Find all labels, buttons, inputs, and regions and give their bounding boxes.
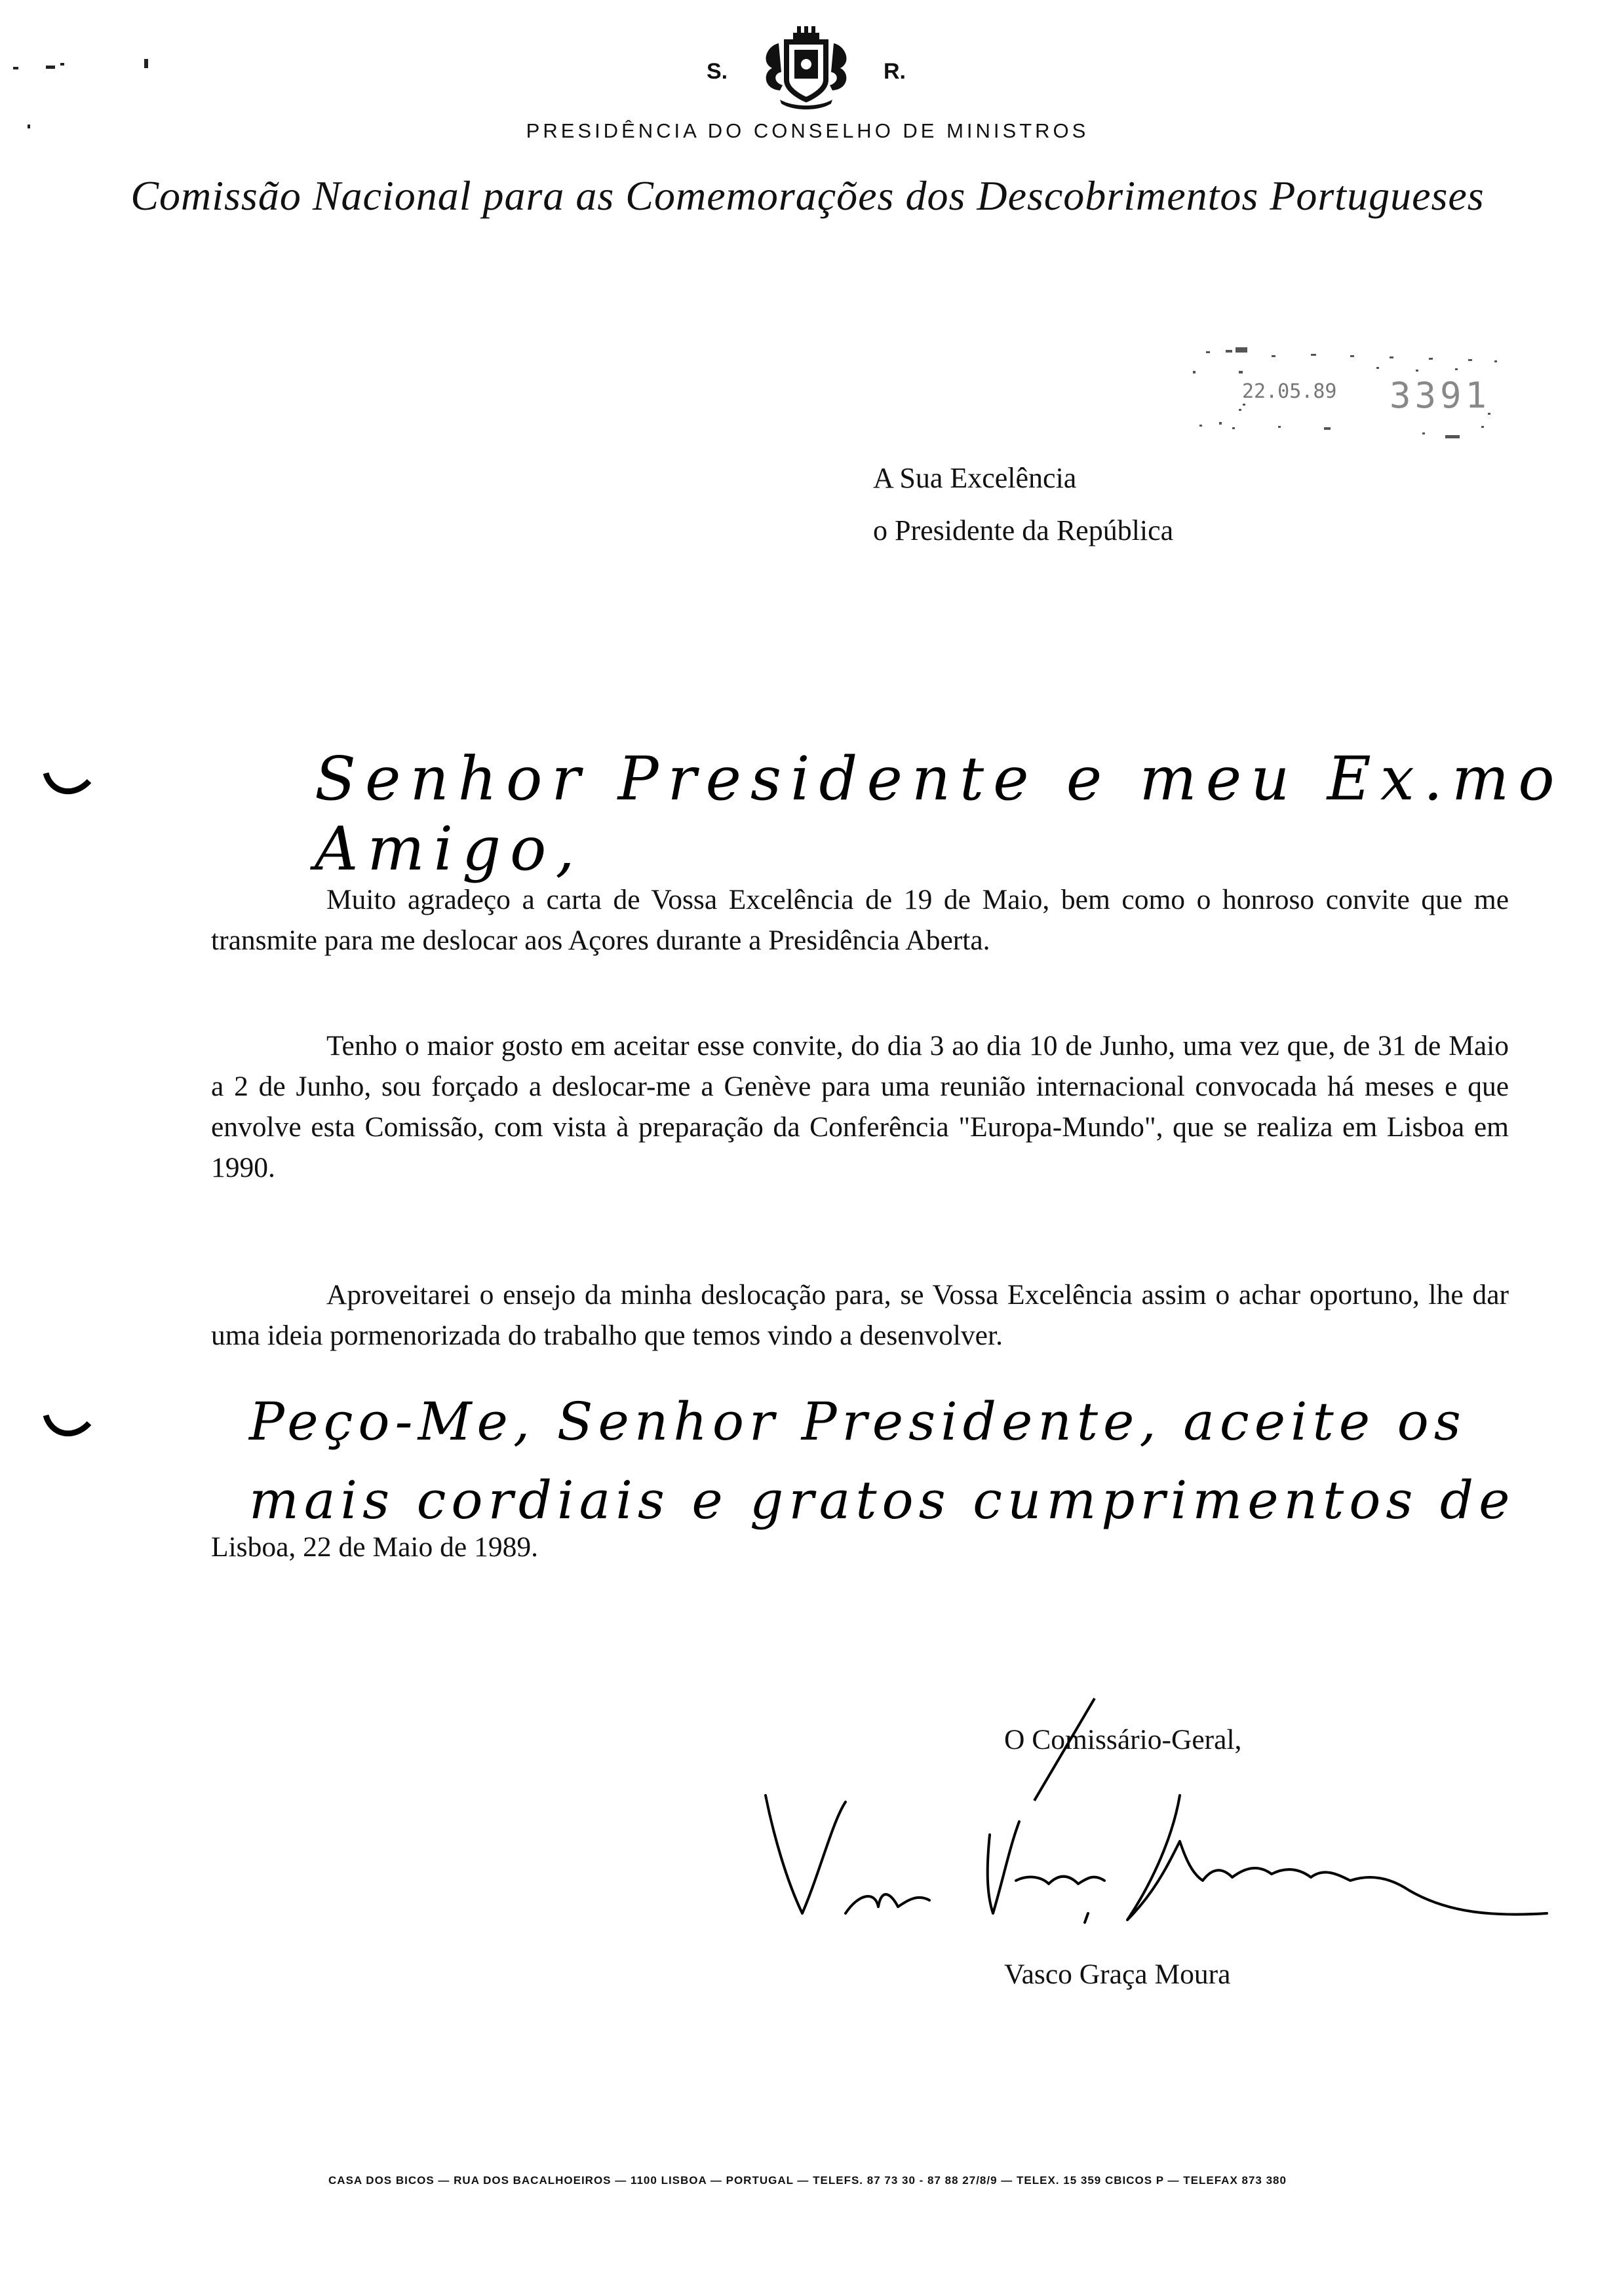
- signature-icon: [760, 1782, 1553, 1933]
- punch-mark-icon: [42, 1409, 94, 1448]
- recipient-line-1: A Sua Excelência: [873, 462, 1077, 494]
- coat-of-arms-icon: [754, 26, 859, 111]
- punch-mark-icon: [42, 767, 94, 806]
- handwritten-greeting: Senhor Presidente e meu Ex.mo Amigo,: [315, 744, 1564, 884]
- ministry-heading: PRESIDÊNCIA DO CONSELHO DE MINISTROS: [526, 119, 1089, 142]
- letterhead-footer: CASA DOS BICOS — RUA DOS BACALHOEIROS — 1100 LISBOA — PORTUGAL — TELEFS. 87 73 30 - 87 88 27/8/9 — TELEX. 15 359 CBICOS P — TELEFAX 873 380: [328, 2174, 1287, 2187]
- paragraph-1-text: Muito agradeço a carta de Vossa Excelência de 19 de Maio, bem como o honroso convite que me transmite para me deslocar aos Açores durante a Presidência Aberta.: [211, 884, 1509, 956]
- body-paragraph-3: [211, 1274, 1509, 1356]
- place-date: Lisboa, 22 de Maio de 1989.: [211, 1531, 538, 1563]
- stamp-date: 22.05.89: [1242, 380, 1337, 403]
- letterhead-r: R.: [884, 59, 906, 84]
- letterhead-s: S.: [707, 59, 728, 84]
- body-paragraph-2: [211, 1025, 1509, 1188]
- commission-name: Comissão Nacional para as Comemorações dos Descobrimentos Portugueses: [130, 172, 1485, 219]
- paragraph-3-text: Aproveitarei o ensejo da minha deslocação para, se Vossa Excelência assim o achar oportuno, lhe dar uma ideia pormenorizada do trabalho que temos vindo a desenvolver.: [211, 1279, 1509, 1351]
- closing-line-2: mais cordiais e gratos cumprimentos de: [249, 1470, 1515, 1531]
- recipient-line-2: o Presidente da República: [873, 514, 1174, 546]
- closing-line-1: Peço-Me, Senhor Presidente, aceite os: [249, 1391, 1466, 1452]
- registration-stamp: [1180, 341, 1521, 472]
- handwritten-closing: [249, 1383, 1521, 1540]
- signatory-name: Vasco Graça Moura: [1004, 1959, 1231, 1990]
- body-paragraph-1: [211, 879, 1509, 961]
- paragraph-2-text: Tenho o maior gosto em aceitar esse convite, do dia 3 ao dia 10 de Junho, uma vez que, de 31 de Maio a 2 de Junho, sou forçado a deslocar-me a Genève para uma reunião internacional convocada há meses e que envolve esta Comissão, com vista à preparação da Conferência "Europa-Mundo", que se realiza em Lisboa em 1990.: [211, 1030, 1509, 1183]
- stamp-number: 3391: [1390, 375, 1491, 416]
- scan-speckle-icon: [13, 59, 170, 144]
- signatory-title: O Comissário-Geral,: [1004, 1724, 1242, 1755]
- recipient-block: [873, 452, 1173, 557]
